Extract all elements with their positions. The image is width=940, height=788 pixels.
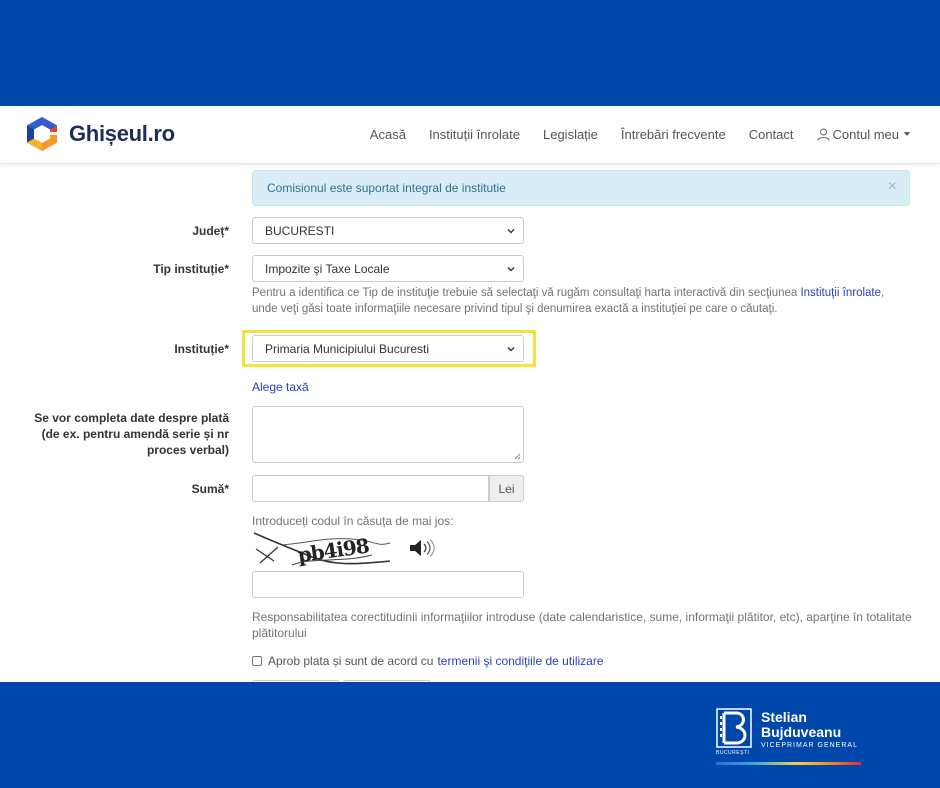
help-text-2: , unde veţi găsi toate informaţiile necesare privind tipul şi denumirea exactă a instituţiei pe care o căutaţi. (252, 287, 885, 315)
detalii-plata-label: Se vor completa date despre plată (de ex. pentru amendă serie și nr proces verbal) (34, 411, 229, 457)
suma-input[interactable] (252, 475, 489, 502)
judet-select[interactable] (252, 217, 524, 244)
chevron-down-icon (507, 227, 515, 235)
tip-institutie-label: Tip instituție* (153, 262, 229, 276)
info-alert (252, 170, 910, 206)
acord-row (252, 654, 604, 668)
currency-addon: Lei (489, 475, 524, 502)
brand-role: VICEPRIMAR GENERAL (761, 742, 858, 749)
logo-text: Ghișeul.ro (69, 121, 175, 146)
user-icon (817, 128, 830, 141)
chevron-down-icon (507, 265, 515, 273)
brand-city: BUCUREȘTI (716, 750, 750, 756)
bucuresti-logo-icon (716, 708, 752, 748)
nav-contact[interactable]: Contact (748, 126, 794, 142)
top-blue-band (0, 0, 940, 106)
tip-institutie-select[interactable] (252, 255, 524, 282)
brand-color-stripe (716, 762, 861, 765)
chevron-down-icon (507, 345, 515, 353)
institutie-select[interactable] (252, 335, 524, 362)
help-text: Pentru a identifica ce Tip de instituţie trebuie să selectaţi vă rugăm consultaţi harta interactivă din secţiunea (252, 287, 801, 299)
nav-menu (347, 106, 910, 162)
stelian-bujduveanu-branding (716, 708, 866, 770)
ghiseul-logo-icon (24, 115, 60, 153)
nav-legislatie[interactable]: Legislație (542, 126, 598, 142)
captcha-image (252, 527, 392, 569)
tip-institutie-value: Impozite şi Taxe Locale (265, 262, 390, 276)
institutie-value: Primaria Municipiului Bucuresti (265, 342, 430, 356)
acord-text: Aprob plata și sunt de acord cu (268, 654, 434, 668)
suma-label: Sumă* (191, 482, 229, 496)
detalii-plata-textarea[interactable] (252, 406, 524, 463)
responsabilitate-note: Responsabilitatea corectitudinii informaţiilor introduse (date calendaristice, sume, informaţii plătitor, etc), aparţine în totalitate plătitorului (252, 610, 912, 640)
tip-institutie-help (252, 285, 902, 317)
judet-label: Județ* (192, 224, 229, 238)
captcha-code: pb4i98 (296, 533, 371, 568)
institutie-label: Instituție* (174, 342, 229, 356)
nav-acasa[interactable]: Acasă (369, 126, 406, 142)
resize-handle-icon[interactable] (514, 453, 521, 460)
alege-taxa-link[interactable]: Alege taxă (252, 380, 309, 394)
navbar (0, 106, 940, 164)
alert-text: Comisionul este suportat integral de institutie (267, 181, 506, 195)
nav-account-dropdown[interactable] (817, 127, 910, 142)
captcha-instruction: Introduceți codul în căsuța de mai jos: (252, 514, 454, 528)
judet-value: BUCURESTI (265, 224, 335, 238)
brand-name-last: Bujduveanu (761, 724, 842, 740)
acord-checkbox[interactable] (252, 656, 262, 666)
close-icon[interactable]: × (887, 178, 897, 195)
captcha-input[interactable] (252, 571, 524, 598)
nav-intrebari-frecvente[interactable]: Întrebări frecvente (620, 126, 726, 142)
institutii-inrolate-link[interactable]: Instituţii înrolate (800, 287, 882, 299)
browser-page (0, 106, 940, 682)
caret-down-icon (904, 132, 910, 136)
ghiseul-logo[interactable] (24, 114, 175, 154)
account-label: Contul meu (832, 126, 899, 142)
termeni-link[interactable]: termenii şi condiţiile de utilizare (437, 654, 604, 668)
nav-institutii-inrolate[interactable]: Instituții înrolate (428, 126, 520, 142)
brand-name-first: Stelian (761, 709, 807, 725)
audio-icon[interactable] (408, 538, 436, 558)
